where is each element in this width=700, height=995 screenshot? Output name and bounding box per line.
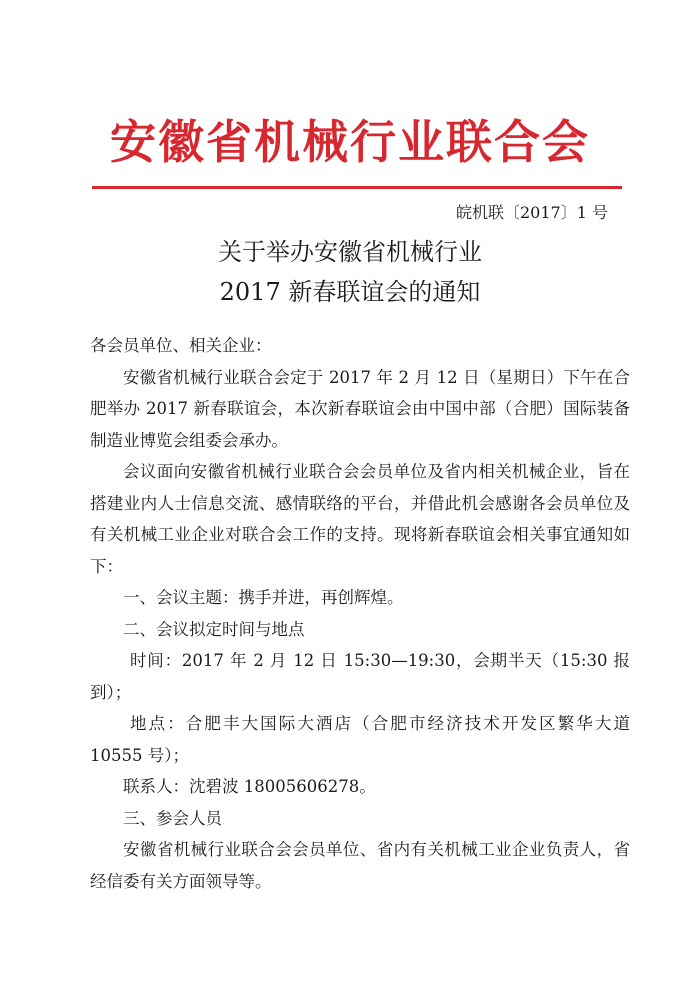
notice-title-line-2: 2017 新春联谊会的通知 — [219, 278, 481, 306]
paragraph-purpose: 会议面向安徽省机械行业联合会会员单位及省内相关机械企业，旨在搭建业内人士信息交流、感情联络的平台，并借此机会感谢各会员单位及有关机械工业企业对联合会工作的支持。现将新春联谊会相关事宜通知如下： — [90, 462, 630, 576]
document-number: 皖机联〔2017〕1 号 — [456, 203, 608, 222]
meeting-time: 时间：2017 年 2 月 12 日 15:30—19:30，会期半天（15:30 报到）； — [90, 651, 630, 702]
header-divider — [92, 186, 622, 189]
section-time-place-heading: 二、会议拟定时间与地点 — [123, 619, 305, 639]
notice-title-line-1: 关于举办安徽省机械行业 — [218, 238, 482, 266]
attendees-paragraph: 安徽省机械行业联合会会员单位、省内有关机械工业企业负责人，省经信委有关方面领导等。 — [90, 840, 630, 891]
section-theme: 一、会议主题：携手并进，再创辉煌。 — [123, 588, 404, 607]
contact-person: 联系人：沈碧波 18005606278。 — [123, 777, 376, 796]
organization-header: 安徽省机械行业联合会 — [110, 115, 590, 169]
notice-title — [0, 232, 700, 312]
section-attendees-heading: 三、参会人员 — [123, 808, 222, 828]
paragraph-intro: 安徽省机械行业联合会定于 2017 年 2 月 12 日（星期日）下午在合肥举办 2017 新春联谊会，本次新春联谊会由中国中部（合肥）国际装备制造业博览会组委会承办。 — [90, 367, 630, 450]
salutation: 各会员单位、相关企业： — [90, 336, 272, 355]
notice-body — [90, 330, 630, 897]
meeting-place: 地点：合肥丰大国际大酒店（合肥市经济技术开发区繁华大道 10555 号）； — [90, 714, 630, 765]
